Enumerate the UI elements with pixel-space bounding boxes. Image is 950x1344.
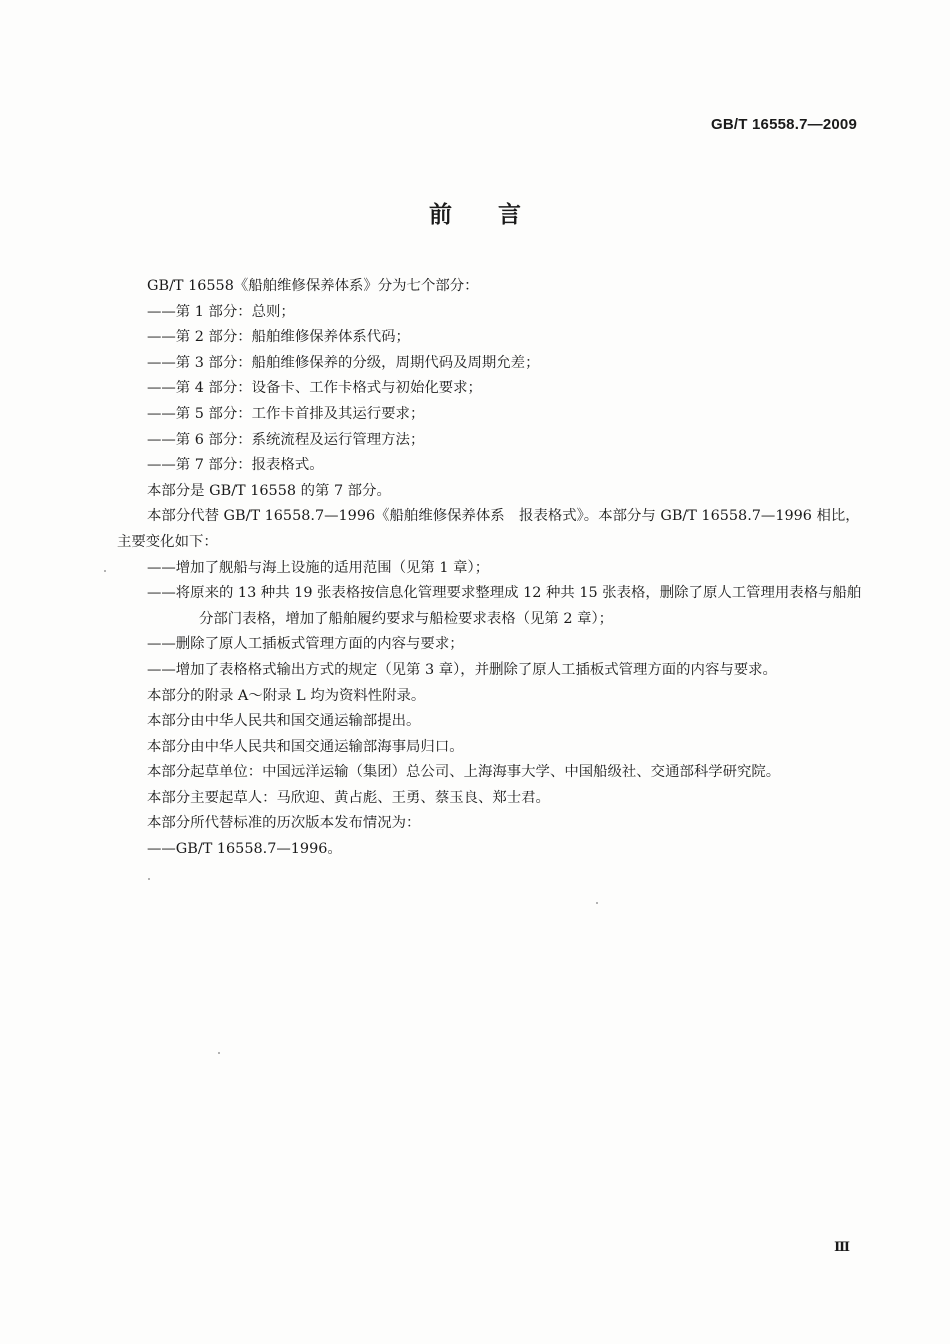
list-item-part-1: ——第 1 部分：总则； bbox=[147, 303, 295, 320]
standard-code: GB/T 16558.7—2009 bbox=[711, 116, 857, 133]
change-item-1: ——增加了舰船与海上设施的适用范围（见第 1 章）； bbox=[147, 559, 490, 576]
list-item-part-6: ——第 6 部分：系统流程及运行管理方法； bbox=[147, 431, 425, 448]
paragraph-drafting-units: 本部分起草单位：中国远洋运输（集团）总公司、上海海事大学、中国船级社、交通部科学研究院。 bbox=[147, 764, 781, 781]
list-item-part-5: ——第 5 部分：工作卡首排及其运行要求； bbox=[147, 405, 425, 422]
paragraph-replaces: 本部分代替 GB/T 16558.7—1996《船舶维修保养体系 报表格式》。本部分与 GB/T 16558.7—1996 相比，主要变化如下： bbox=[117, 508, 860, 550]
change-item-2: ——将原来的 13 种共 19 张表格按信息化管理要求整理成 12 种共 15 张表格，删除了原人工管理用表格与船舶分部门表格，增加了船舶履约要求与船检要求表格（见第 2 章）； bbox=[147, 585, 862, 627]
page-title: 前言 bbox=[429, 202, 567, 228]
paragraph-appendix: 本部分的附录 A～附录 L 均为资料性附录。 bbox=[147, 687, 426, 704]
paragraph-intro: GB/T 16558《船舶维修保养体系》分为七个部分： bbox=[147, 278, 479, 294]
preface-body bbox=[117, 274, 862, 863]
list-item-part-4: ——第 4 部分：设备卡、工作卡格式与初始化要求； bbox=[147, 380, 482, 397]
page-number: Ⅲ bbox=[834, 1240, 850, 1255]
change-item-3: ——删除了原人工插板式管理方面的内容与要求； bbox=[147, 636, 464, 653]
scan-speck bbox=[104, 570, 106, 572]
paragraph-proposer: 本部分由中华人民共和国交通运输部提出。 bbox=[147, 713, 421, 730]
list-item-part-3: ——第 3 部分：船舶维修保养的分级，周期代码及周期允差； bbox=[147, 354, 540, 371]
change-item-4: ——增加了表格格式输出方式的规定（见第 3 章），并删除了原人工插板式管理方面的内容与要求。 bbox=[147, 661, 777, 678]
scan-speck bbox=[596, 902, 598, 904]
scan-speck bbox=[218, 1052, 220, 1054]
paragraph-this-part: 本部分是 GB/T 16558 的第 7 部分。 bbox=[147, 482, 391, 499]
paragraph-responsible: 本部分由中华人民共和国交通运输部海事局归口。 bbox=[147, 738, 464, 755]
list-item-part-7: ——第 7 部分：报表格式。 bbox=[147, 457, 324, 474]
history-item: ——GB/T 16558.7—1996。 bbox=[147, 841, 342, 858]
list-item-part-2: ——第 2 部分：船舶维修保养体系代码； bbox=[147, 329, 410, 346]
paragraph-history: 本部分所代替标准的历次版本发布情况为： bbox=[147, 815, 421, 832]
scan-speck bbox=[148, 878, 150, 880]
paragraph-drafters: 本部分主要起草人：马欣迎、黄占彪、王勇、蔡玉良、郑士君。 bbox=[147, 789, 550, 806]
